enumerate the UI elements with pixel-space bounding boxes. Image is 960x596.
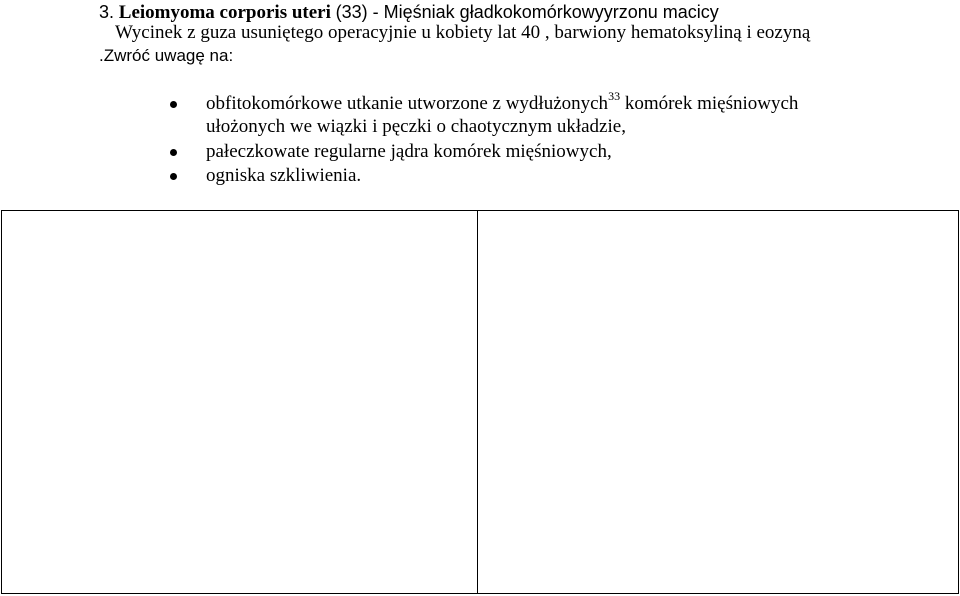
micrograph-panel-left [1,210,478,594]
instruction-text: .Zwróć uwagę na: [99,46,234,65]
latin-diagnosis-name: Leiomyoma corporis uteri [118,2,331,23]
slide-code: (33) - [335,2,384,22]
feature-item-2: pałeczkowate regularne jądra komórek mięśniowych, [206,141,612,162]
section-number: 3. [99,2,115,22]
bullet-icon [170,101,177,108]
micrograph-panel-right [477,210,959,594]
feature-item-1-line-1 [206,88,799,115]
feature-1-text-before: obfitokomórkowe utkanie utworzone z wydłużonych [206,93,609,114]
specimen-description: Wycinek z guza usuniętego operacyjnie u kobiety lat 40 , barwiony hematoksyliną i eozyną [115,22,811,43]
polish-diagnosis-name: Mięśniak gładkokomórkowyyrzonu macicy [383,2,719,22]
feature-1-text-after: komórek mięśniowych [620,93,799,114]
feature-item-1-line-2: ułożonych we wiązki i pęczki o chaotycznym układzie, [206,116,626,137]
section-heading [99,1,719,24]
feature-1-reference: 33 [608,88,621,103]
bullet-icon [170,149,177,156]
bullet-icon [170,173,177,180]
feature-item-3: ogniska szkliwienia. [206,165,362,186]
